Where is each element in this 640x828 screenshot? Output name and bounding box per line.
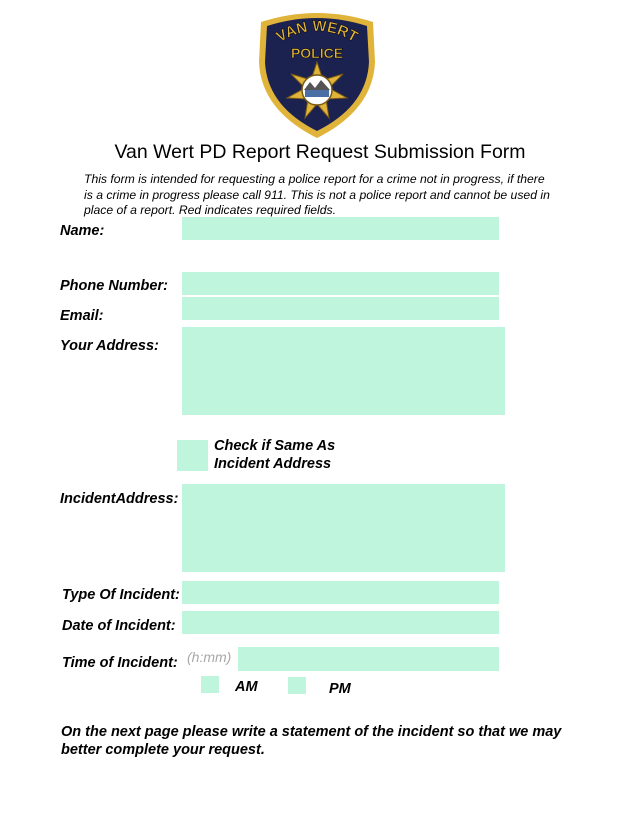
footer-instruction: On the next page please write a statement of the incident so that we may better complete your request. bbox=[61, 724, 562, 758]
your-address-textarea[interactable] bbox=[182, 327, 505, 415]
date-of-incident-label: Date of Incident: bbox=[62, 618, 176, 634]
form-intro-text: This form is intended for requesting a police report for a crime not in progress, if there is a crime in progress please call 911. This is not a police report and cannot be used in place of a report. Red indicates required fields. bbox=[84, 172, 550, 217]
incident-address-label: IncidentAddress: bbox=[60, 491, 179, 507]
date-of-incident-input[interactable] bbox=[182, 611, 499, 634]
name-label: Name: bbox=[60, 223, 105, 239]
phone-label: Phone Number: bbox=[60, 278, 168, 294]
pm-label: PM bbox=[329, 681, 351, 697]
time-of-incident-label: Time of Incident: bbox=[62, 655, 178, 671]
pm-checkbox[interactable] bbox=[288, 677, 306, 694]
name-input[interactable] bbox=[182, 217, 499, 240]
type-of-incident-input[interactable] bbox=[182, 581, 499, 604]
type-of-incident-label: Type Of Incident: bbox=[62, 587, 180, 603]
same-as-label-line2: Incident Address bbox=[214, 456, 332, 472]
email-input[interactable] bbox=[182, 297, 499, 320]
am-label: AM bbox=[235, 679, 258, 695]
time-format-hint: (h:mm) bbox=[187, 649, 232, 665]
email-label: Email: bbox=[60, 308, 104, 324]
phone-input[interactable] bbox=[182, 272, 499, 295]
svg-text:POLICE: POLICE bbox=[290, 45, 344, 61]
time-of-incident-input[interactable] bbox=[238, 647, 499, 671]
svg-text:VAN WERT: VAN WERT bbox=[273, 17, 361, 46]
incident-address-textarea[interactable] bbox=[182, 484, 505, 572]
same-as-incident-checkbox[interactable] bbox=[177, 440, 208, 471]
same-as-label-line1: Check if Same As bbox=[214, 438, 336, 454]
police-badge-logo bbox=[255, 10, 379, 140]
form-title: Van Wert PD Report Request Submission Form bbox=[114, 141, 526, 163]
your-address-label: Your Address: bbox=[60, 338, 159, 354]
am-checkbox[interactable] bbox=[201, 676, 219, 693]
